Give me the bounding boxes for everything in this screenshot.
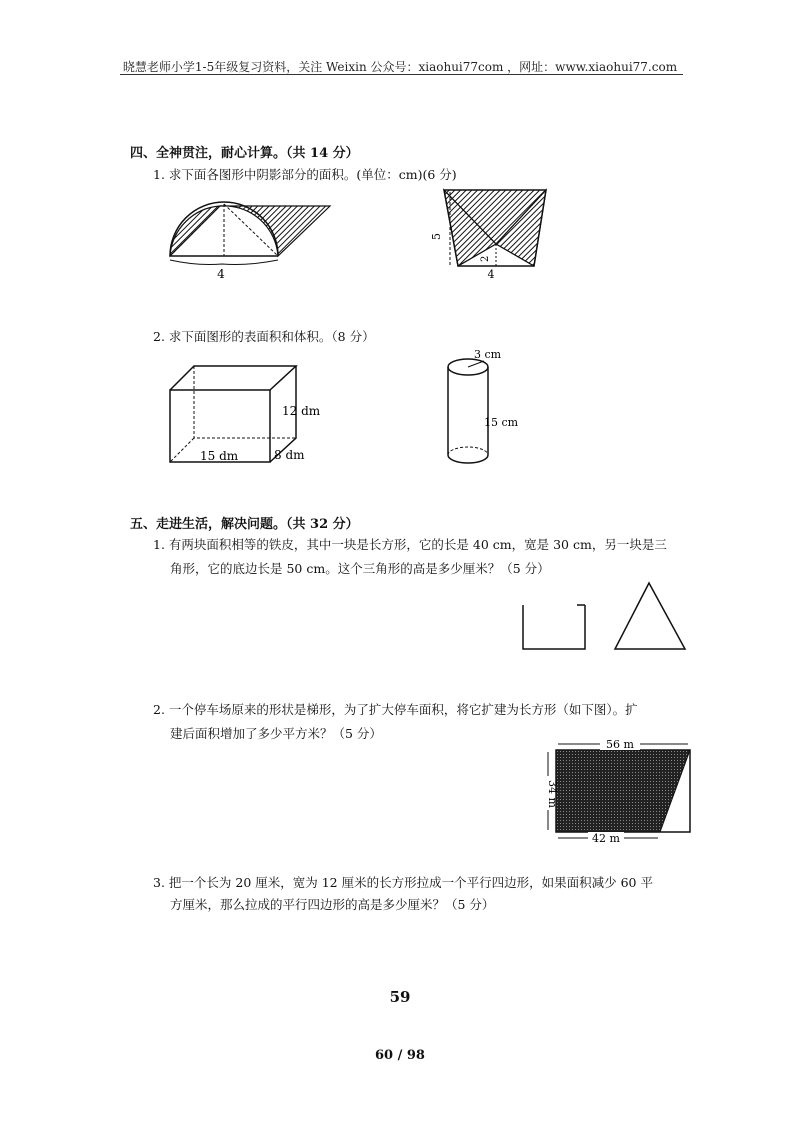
section-5-question-2-line-2: 建后面积增加了多少平方米？（5 分）: [170, 726, 382, 741]
fig2-label-4: 4: [487, 268, 495, 281]
section-5-question-3-line-2: 方厘米，那么拉成的平行四边形的高是多少厘米？（5 分）: [170, 897, 495, 912]
fig2-label-2: 2: [480, 255, 491, 262]
cuboid-length-label: 15 dm: [200, 449, 239, 463]
parking-height-label: 34 m: [546, 780, 559, 808]
section-5-question-1-line-2: 角形，它的底边长是 50 cm。这个三角形的高是多少厘米？（5 分）: [170, 561, 550, 576]
cuboid-figure: [160, 360, 340, 470]
page-number: 59: [389, 988, 411, 1006]
trapezoid-shaded-figure: [430, 186, 560, 286]
parking-width-top-label: 56 m: [606, 738, 634, 751]
cuboid-height-label: 12 dm: [282, 404, 321, 418]
section-5-question-1-line-1: 1. 有两块面积相等的铁皮，其中一块是长方形，它的长是 40 cm，宽是 30 cm，另一块是三: [153, 537, 667, 552]
page-header: 晓慧老师小学1-5年级复习资料，关注 Weixin 公众号：xiaohui77com ，网址：www.xiaohui77.com: [122, 60, 678, 74]
cuboid-width-label: 8 dm: [274, 448, 305, 462]
semicircle-shaded-figure: [160, 190, 350, 290]
section-5-question-2-line-1: 2. 一个停车场原来的形状是梯形，为了扩大停车面积，将它扩建为长方形（如下图）。扩: [153, 702, 638, 717]
section-5-question-3-line-1: 3. 把一个长为 20 厘米，宽为 12 厘米的长方形拉成一个平行四边形，如果面积减少 60 平: [153, 875, 653, 890]
fig2-label-5: 5: [430, 233, 443, 240]
section-4-question-2: 2. 求下面图形的表面积和体积。（8 分）: [153, 329, 375, 344]
section-4-question-1: 1. 求下面各图形中阴影部分的面积。(单位：cm)(6 分): [153, 167, 457, 182]
cylinder-radius-label: 3 cm: [474, 348, 502, 361]
rectangle-triangle-figure: [515, 575, 695, 655]
page-count: 60 / 98: [375, 1048, 425, 1063]
section-5-title: 五、走进生活，解决问题。（共 32 分）: [130, 517, 359, 532]
fig1-label-4: 4: [217, 267, 225, 281]
cylinder-figure: [440, 345, 530, 473]
header-divider: [120, 74, 683, 75]
cylinder-height-label: 15 cm: [484, 416, 519, 429]
parking-lot-figure: [538, 738, 698, 850]
parking-width-bottom-label: 42 m: [592, 832, 620, 845]
section-4-title: 四、全神贯注，耐心计算。（共 14 分）: [130, 146, 359, 161]
